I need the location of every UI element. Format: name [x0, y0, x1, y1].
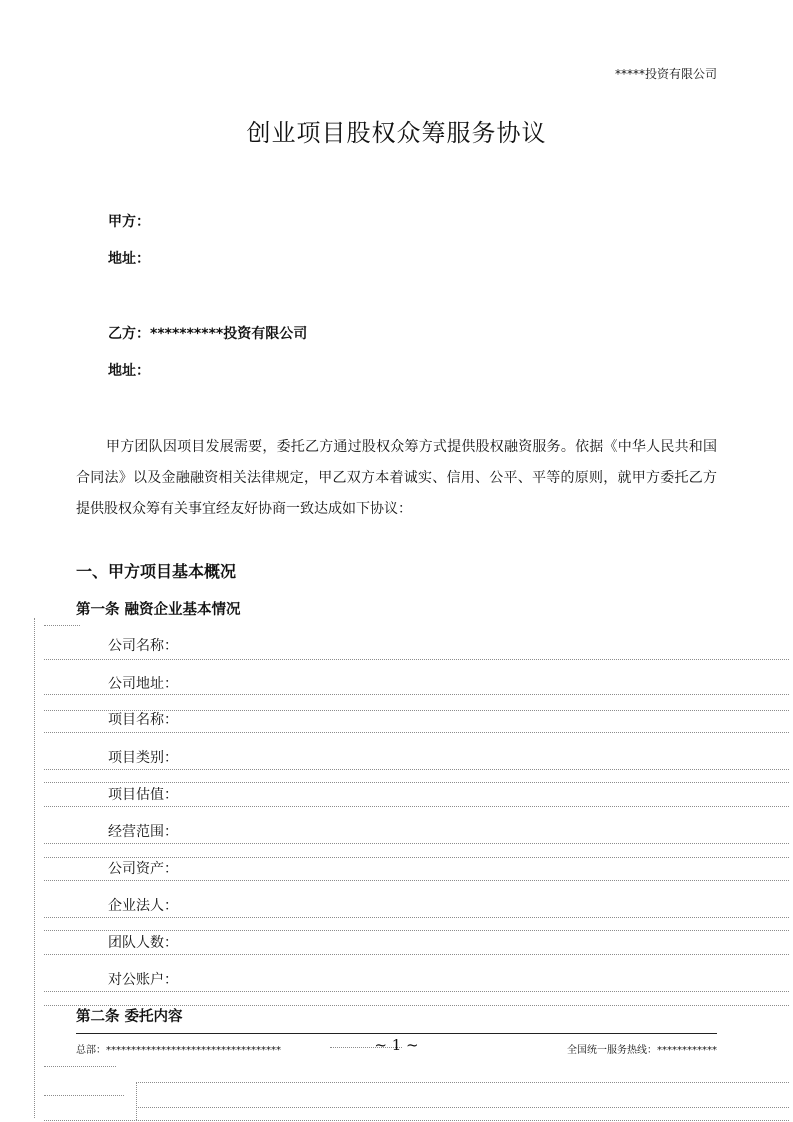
guide-line	[44, 782, 789, 783]
intro-paragraph: 甲方团队因项目发展需要，委托乙方通过股权众筹方式提供股权融资服务。依据《中华人民共和国合同法》以及金融融资相关法律规定，甲乙双方本着诚实、信用、公平、平等的原则，就甲方委托乙方提供股权众筹有关事宜经友好协商一致达成如下协议：	[76, 439, 717, 517]
page-number: ~ 1 ~	[374, 1036, 419, 1054]
footer-hotline: 全国统一服务热线：************	[567, 1045, 717, 1056]
guide-line	[44, 806, 789, 807]
guide-line	[44, 625, 80, 626]
party-b-address-label: 地址：	[108, 363, 150, 379]
section-heading: 一、甲方项目基本概况	[76, 562, 237, 581]
guide-line	[44, 1066, 116, 1067]
footer-headquarters: 总部：***********************************	[76, 1045, 281, 1056]
guide-line	[44, 769, 789, 770]
field-label: 公司名称：	[108, 638, 178, 654]
party-a-label: 甲方：	[108, 214, 150, 230]
party-a-address-label: 地址：	[108, 251, 150, 267]
field-label: 公司资产：	[108, 861, 178, 877]
guide-line	[136, 1107, 789, 1108]
party-b-label: 乙方：**********投资有限公司	[108, 326, 308, 342]
field-label: 项目类别：	[108, 750, 178, 766]
guide-line	[44, 732, 789, 733]
field-label: 团队人数：	[108, 935, 178, 951]
guide-line	[44, 880, 789, 881]
article-1-heading: 第一条 融资企业基本情况	[76, 602, 241, 618]
company-header: *****投资有限公司	[614, 67, 717, 81]
guide-line	[44, 1095, 124, 1096]
footer-divider	[76, 1033, 717, 1034]
guide-line	[44, 954, 789, 955]
guide-line	[136, 1082, 789, 1083]
guide-line	[44, 694, 789, 695]
field-label: 项目估值：	[108, 787, 178, 803]
guide-line	[44, 659, 789, 660]
guide-line	[44, 917, 789, 918]
field-label: 项目名称：	[108, 712, 178, 728]
article-2-heading: 第二条 委托内容	[76, 1009, 183, 1025]
guide-line	[44, 991, 789, 992]
field-label: 经营范围：	[108, 824, 178, 840]
field-label: 公司地址：	[108, 676, 178, 692]
guide-line	[136, 1082, 137, 1120]
guide-line	[44, 930, 789, 931]
document-title: 创业项目股权众筹服务协议	[246, 119, 547, 147]
guide-line	[44, 1120, 789, 1121]
field-label: 对公账户：	[108, 972, 178, 988]
guide-line	[44, 843, 789, 844]
field-label: 企业法人：	[108, 898, 178, 914]
